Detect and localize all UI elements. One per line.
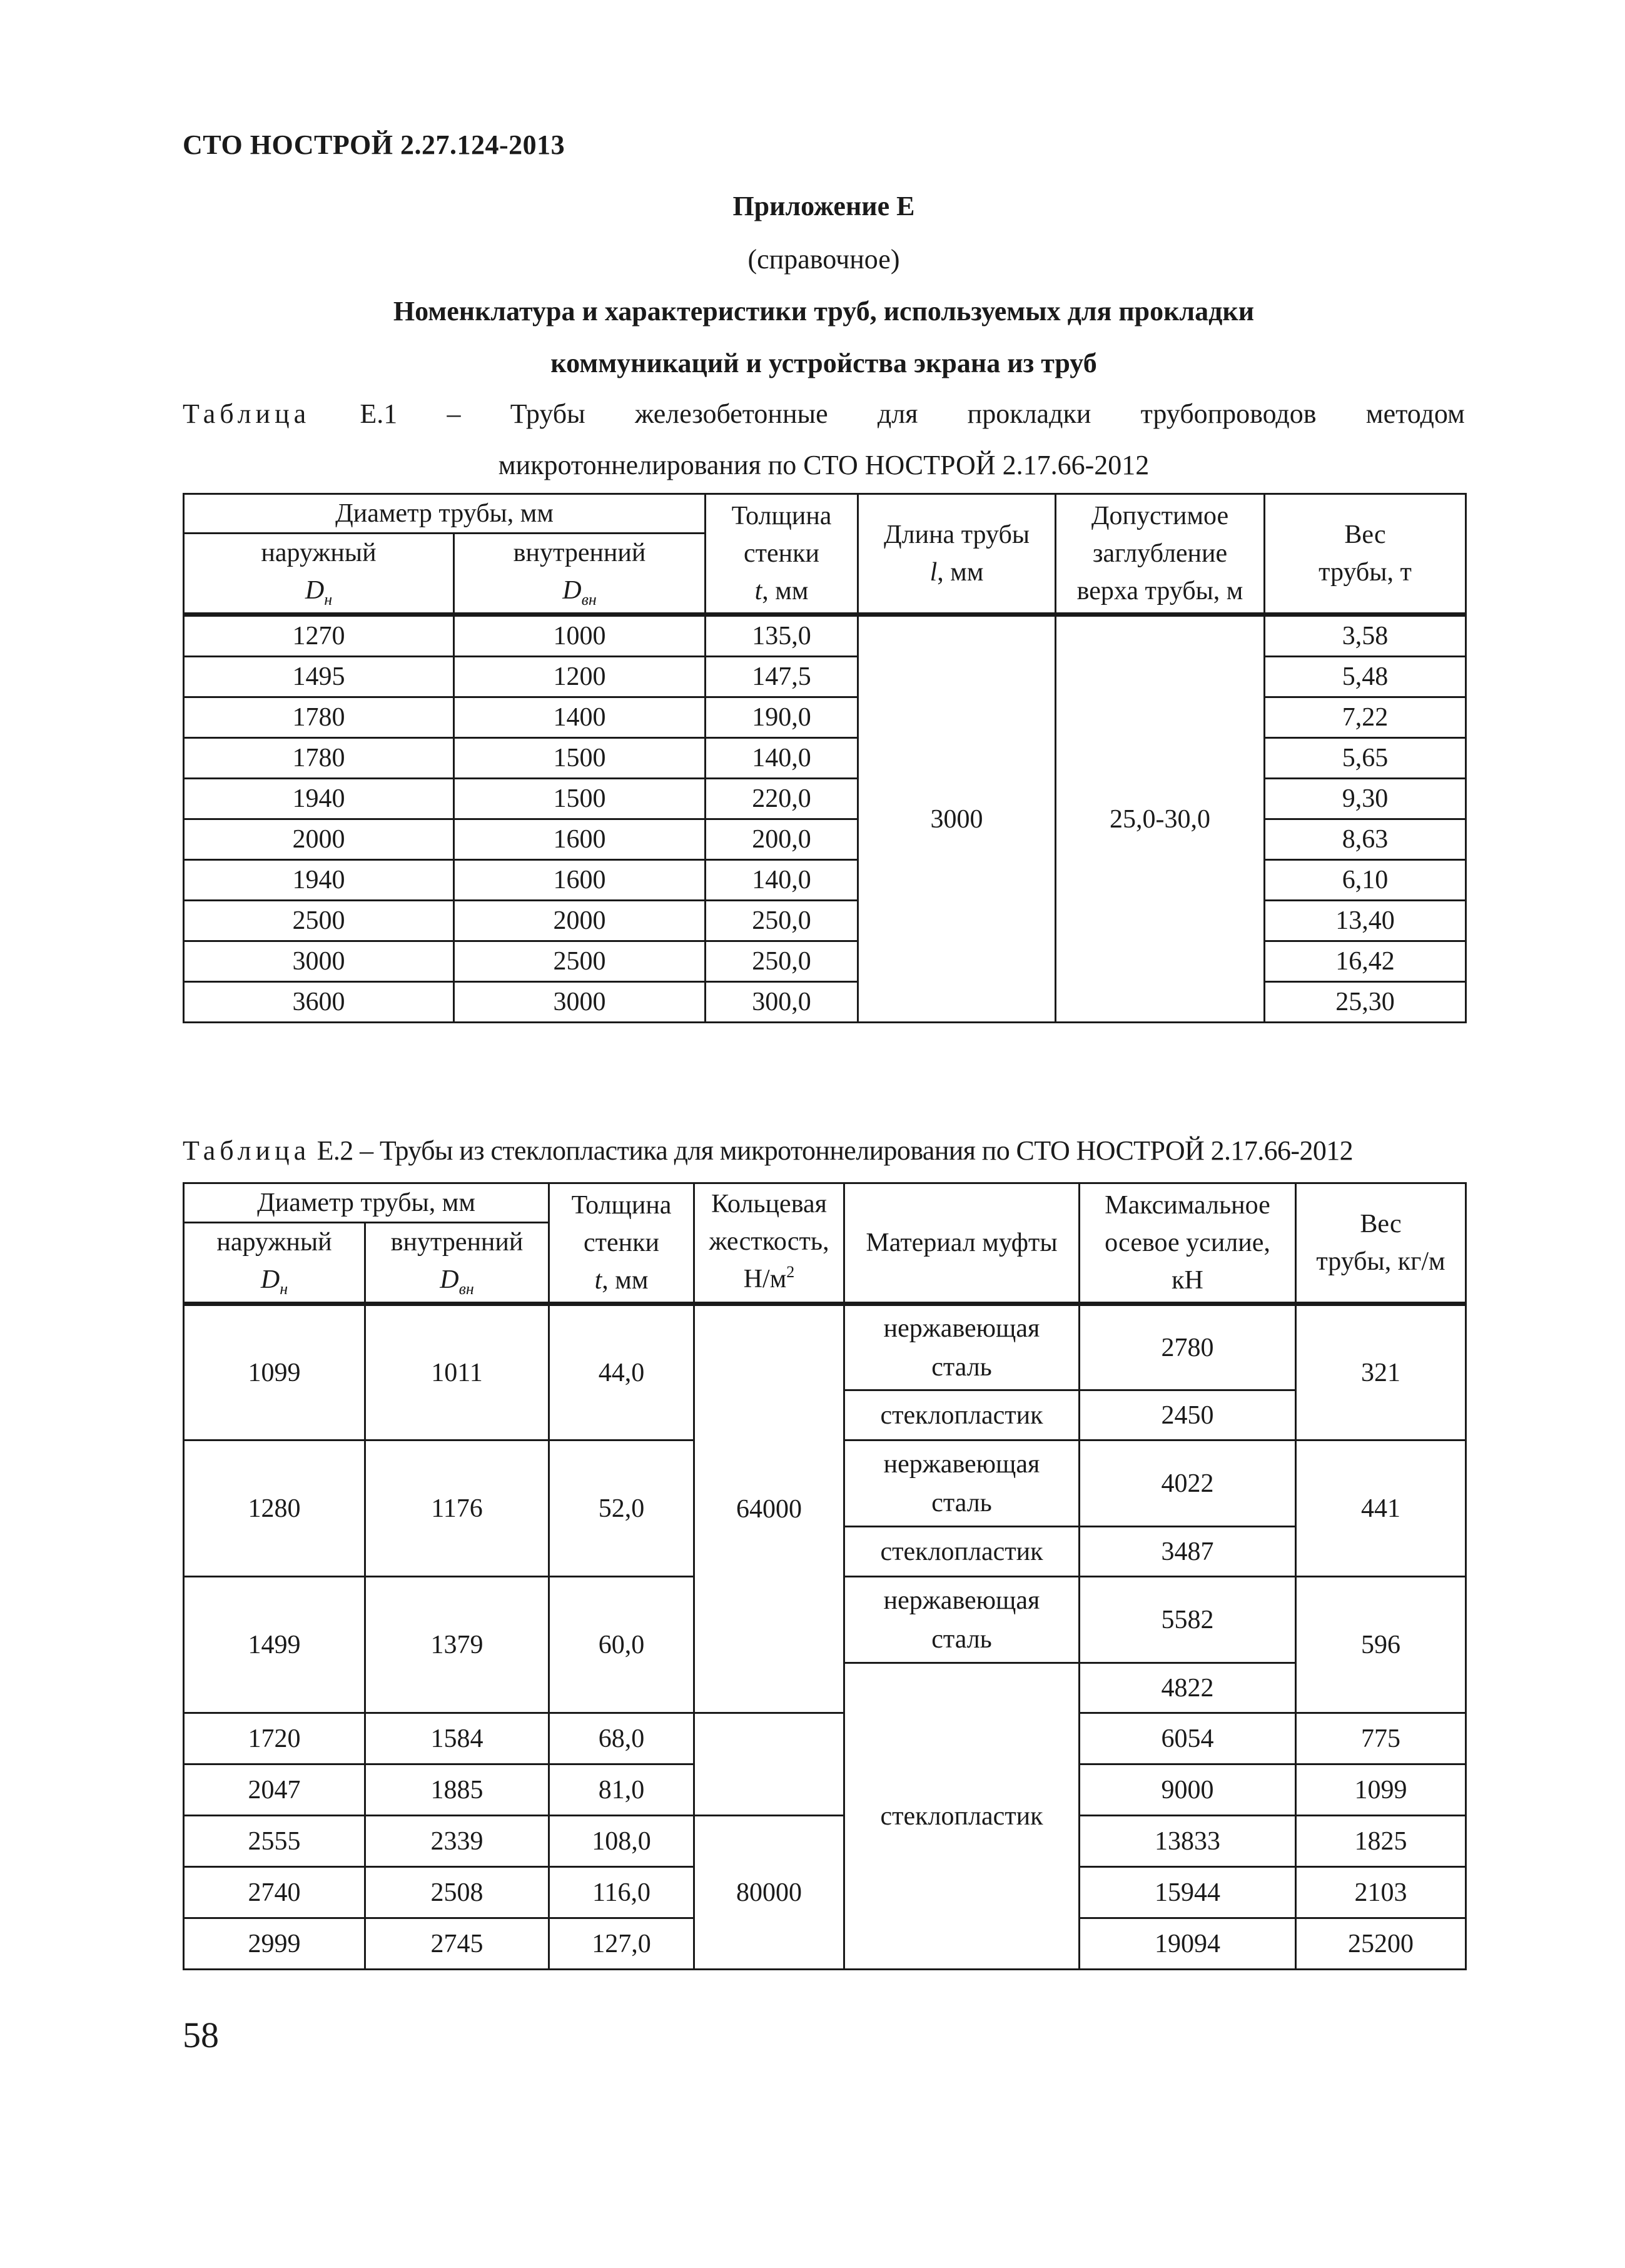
cell-thickness: 60,0	[549, 1577, 694, 1713]
cell-force: 6054	[1080, 1713, 1296, 1764]
table1-header-depth	[1056, 494, 1265, 615]
table1-header-outer	[184, 534, 454, 615]
cell-inner: 3000	[454, 982, 706, 1023]
cell-length-merged: 3000	[858, 615, 1056, 1023]
cell-thickness: 200,0	[706, 819, 858, 860]
cell-thickness: 220,0	[706, 779, 858, 819]
cell-inner: 1200	[454, 657, 706, 697]
cell-thickness: 250,0	[706, 941, 858, 982]
table1-caption	[183, 395, 1465, 433]
coupling-text: сталь	[931, 1488, 992, 1517]
table1	[183, 493, 1467, 1023]
table1-caption-prefix: Таблица	[183, 398, 311, 429]
cell-outer: 1270	[184, 615, 454, 657]
cell-outer: 1495	[184, 657, 454, 697]
header-text: Длина трубы	[883, 520, 1030, 549]
cell-weight: 8,63	[1265, 819, 1466, 860]
table2-header-stiffness	[694, 1183, 844, 1304]
cell-weight: 25200	[1296, 1918, 1466, 1970]
cell-outer: 1940	[184, 779, 454, 819]
table-row	[184, 1713, 1466, 1764]
cell-inner: 1400	[454, 697, 706, 738]
cell-outer: 2555	[184, 1816, 365, 1867]
cell-outer: 2740	[184, 1867, 365, 1918]
table-row	[184, 860, 1466, 901]
cell-coupling: стеклопластик	[844, 1390, 1080, 1440]
header-text: наружный	[216, 1228, 332, 1257]
cell-outer: 2047	[184, 1764, 365, 1816]
cell-weight: 3,58	[1265, 615, 1466, 657]
table1-caption-line2: микротоннелирования по СТО НОСТРОЙ 2.17.66-2012	[498, 450, 1150, 480]
cell-force: 19094	[1080, 1918, 1296, 1970]
cell-thickness: 300,0	[706, 982, 858, 1023]
cell-outer: 1099	[184, 1304, 365, 1440]
cell-weight: 16,42	[1265, 941, 1466, 982]
cell-thickness: 147,5	[706, 657, 858, 697]
symbol-d: D	[440, 1265, 459, 1294]
table2-header-thickness	[549, 1183, 694, 1304]
cell-thickness: 135,0	[706, 615, 858, 657]
subscript: н	[280, 1280, 288, 1298]
header-text: кН	[1172, 1266, 1203, 1295]
table1-caption-word: железобетонные	[634, 398, 828, 429]
cell-inner: 1600	[454, 819, 706, 860]
unit: Н/м	[743, 1264, 787, 1293]
coupling-text: сталь	[931, 1624, 992, 1654]
cell-thickness: 108,0	[549, 1816, 694, 1867]
cell-outer: 1780	[184, 738, 454, 779]
table-row	[184, 615, 1466, 657]
header-text: жесткость,	[709, 1227, 829, 1256]
cell-coupling	[844, 1304, 1080, 1390]
cell-inner: 1584	[365, 1713, 549, 1764]
table2-caption-prefix: Таблица	[183, 1135, 311, 1166]
header-text: Толщина	[571, 1191, 672, 1220]
coupling-text: нержавеющая	[883, 1449, 1040, 1479]
coupling-text: нержавеющая	[883, 1314, 1040, 1343]
unit: , мм	[762, 577, 809, 605]
cell-weight: 321	[1296, 1304, 1466, 1440]
header-text	[699, 1260, 839, 1301]
coupling-text: сталь	[931, 1352, 992, 1382]
cell-outer: 2999	[184, 1918, 365, 1970]
cell-stiffness-merged: 64000	[694, 1304, 844, 1713]
cell-thickness: 140,0	[706, 738, 858, 779]
table1-caption-word: трубопроводов	[1140, 398, 1317, 429]
cell-inner: 1000	[454, 615, 706, 657]
unit: , мм	[602, 1266, 649, 1295]
cell-coupling	[844, 1577, 1080, 1663]
appendix-type: (справочное)	[747, 244, 900, 275]
cell-inner: 1885	[365, 1764, 549, 1816]
cell-outer: 1499	[184, 1577, 365, 1713]
cell-thickness: 68,0	[549, 1713, 694, 1764]
cell-inner: 1600	[454, 860, 706, 901]
table2	[183, 1182, 1467, 1970]
cell-coupling: стеклопластик	[844, 1527, 1080, 1577]
table-row	[184, 738, 1466, 779]
table2-header-coupling: Материал муфты	[844, 1183, 1080, 1304]
cell-stiffness-empty	[694, 1713, 844, 1816]
cell-force: 15944	[1080, 1867, 1296, 1918]
header-text	[710, 572, 853, 610]
cell-force: 5582	[1080, 1577, 1296, 1663]
header-text: стенки	[744, 539, 820, 568]
cell-inner: 1379	[365, 1577, 549, 1713]
cell-force: 2780	[1080, 1304, 1296, 1390]
table1-header-inner	[454, 534, 706, 615]
cell-outer: 2000	[184, 819, 454, 860]
table1-caption-word: методом	[1365, 398, 1465, 429]
symbol-t: t	[594, 1266, 602, 1295]
header-text: заглубление	[1092, 539, 1228, 568]
cell-outer: 3000	[184, 941, 454, 982]
table-row	[184, 1816, 1466, 1867]
subscript: вн	[581, 590, 597, 609]
cell-inner: 2339	[365, 1816, 549, 1867]
table2-caption-text: Е.2 – Трубы из стеклопластика для микротоннелирования по СТО НОСТРОЙ 2.17.66-2012	[310, 1135, 1354, 1166]
cell-outer: 1780	[184, 697, 454, 738]
cell-inner: 1176	[365, 1440, 549, 1577]
table1-header-row	[184, 494, 1466, 534]
cell-weight: 775	[1296, 1713, 1466, 1764]
cell-coupling-merged: стеклопластик	[844, 1663, 1080, 1970]
table-row	[184, 901, 1466, 941]
header-text	[188, 572, 449, 612]
table1-caption-word: –	[447, 398, 461, 429]
unit: , мм	[937, 558, 984, 587]
header-text: Кольцевая	[711, 1189, 827, 1218]
symbol-t: t	[754, 577, 762, 605]
table2-header-inner	[365, 1223, 549, 1304]
cell-depth-merged: 25,0-30,0	[1056, 615, 1265, 1023]
symbol-d: D	[562, 576, 582, 605]
table1-header-length	[858, 494, 1056, 615]
page-number: 58	[183, 2015, 219, 2055]
header-text	[370, 1261, 544, 1302]
cell-weight: 1825	[1296, 1816, 1466, 1867]
header-text: осевое усилие,	[1105, 1228, 1270, 1257]
cell-weight: 1099	[1296, 1764, 1466, 1816]
table-row	[184, 779, 1466, 819]
header-text: наружный	[261, 539, 377, 567]
cell-force: 13833	[1080, 1816, 1296, 1867]
header-text: стенки	[584, 1228, 660, 1257]
cell-inner: 2000	[454, 901, 706, 941]
cell-weight: 2103	[1296, 1867, 1466, 1918]
cell-weight: 441	[1296, 1440, 1466, 1577]
cell-outer: 2500	[184, 901, 454, 941]
table-row	[184, 941, 1466, 982]
cell-weight: 13,40	[1265, 901, 1466, 941]
symbol-d: D	[260, 1265, 280, 1294]
superscript: 2	[786, 1262, 795, 1281]
table1-header-diameter: Диаметр трубы, мм	[184, 494, 706, 534]
cell-outer: 1720	[184, 1713, 365, 1764]
subscript: вн	[458, 1280, 474, 1298]
cell-weight: 6,10	[1265, 860, 1466, 901]
table2-header-row	[184, 1183, 1466, 1223]
table2-header-outer	[184, 1223, 365, 1304]
cell-force: 2450	[1080, 1390, 1296, 1440]
cell-inner: 1500	[454, 738, 706, 779]
header-text: верха трубы, м	[1076, 577, 1243, 605]
cell-thickness: 190,0	[706, 697, 858, 738]
table1-header-weight	[1265, 494, 1466, 615]
header-text: Вес	[1360, 1210, 1402, 1238]
header-text: Допустимое	[1091, 502, 1229, 530]
cell-weight: 7,22	[1265, 697, 1466, 738]
subscript: н	[324, 590, 333, 609]
table2-header-force	[1080, 1183, 1296, 1304]
cell-inner: 1500	[454, 779, 706, 819]
header-text: трубы, кг/м	[1316, 1247, 1445, 1276]
header-text: Вес	[1344, 520, 1386, 549]
appendix-heading-line2: коммуникаций и устройства экрана из труб	[550, 348, 1097, 378]
coupling-text: нержавеющая	[883, 1586, 1040, 1615]
table-row	[184, 697, 1466, 738]
cell-thickness: 140,0	[706, 860, 858, 901]
cell-inner: 1011	[365, 1304, 549, 1440]
table2-header-weight	[1296, 1183, 1466, 1304]
cell-outer: 3600	[184, 982, 454, 1023]
cell-thickness: 127,0	[549, 1918, 694, 1970]
table1-header-thickness	[706, 494, 858, 615]
header-text	[863, 554, 1051, 591]
cell-thickness: 44,0	[549, 1304, 694, 1440]
cell-stiffness-merged: 80000	[694, 1816, 844, 1970]
cell-inner: 2500	[454, 941, 706, 982]
table-row	[184, 819, 1466, 860]
cell-force: 3487	[1080, 1527, 1296, 1577]
cell-coupling	[844, 1440, 1080, 1527]
table-row	[184, 657, 1466, 697]
cell-weight: 5,65	[1265, 738, 1466, 779]
cell-weight: 9,30	[1265, 779, 1466, 819]
appendix-heading-line1: Номенклатура и характеристики труб, используемых для прокладки	[393, 296, 1255, 327]
cell-thickness: 81,0	[549, 1764, 694, 1816]
cell-outer: 1940	[184, 860, 454, 901]
table1-caption-word: Е.1	[360, 398, 398, 429]
table-row	[184, 982, 1466, 1023]
symbol-d: D	[305, 576, 325, 605]
table1-caption-word: для	[877, 398, 918, 429]
table-row	[184, 1304, 1466, 1390]
header-text	[458, 572, 701, 612]
header-text: внутренний	[390, 1228, 524, 1257]
cell-thickness: 116,0	[549, 1867, 694, 1918]
header-text: Максимальное	[1105, 1191, 1270, 1220]
cell-thickness: 250,0	[706, 901, 858, 941]
cell-force: 9000	[1080, 1764, 1296, 1816]
table2-caption	[183, 1132, 1465, 1170]
cell-weight: 25,30	[1265, 982, 1466, 1023]
cell-weight: 596	[1296, 1577, 1466, 1713]
table1-caption-word: прокладки	[967, 398, 1091, 429]
cell-inner: 2508	[365, 1867, 549, 1918]
header-text: Толщина	[731, 502, 832, 530]
table1-caption-word: Трубы	[510, 398, 585, 429]
cell-thickness: 52,0	[549, 1440, 694, 1577]
appendix-title: Приложение Е	[732, 191, 915, 221]
symbol-l: l	[929, 558, 938, 587]
cell-force: 4822	[1080, 1663, 1296, 1713]
cell-inner: 2745	[365, 1918, 549, 1970]
header-text: трубы, т	[1319, 558, 1412, 587]
header-text	[188, 1261, 360, 1302]
cell-force: 4022	[1080, 1440, 1296, 1527]
header-text	[554, 1262, 689, 1299]
cell-outer: 1280	[184, 1440, 365, 1577]
standard-code: СТО НОСТРОЙ 2.27.124-2013	[183, 129, 565, 160]
table2-header-diameter: Диаметр трубы, мм	[184, 1183, 549, 1223]
cell-weight: 5,48	[1265, 657, 1466, 697]
header-text: внутренний	[513, 539, 646, 567]
